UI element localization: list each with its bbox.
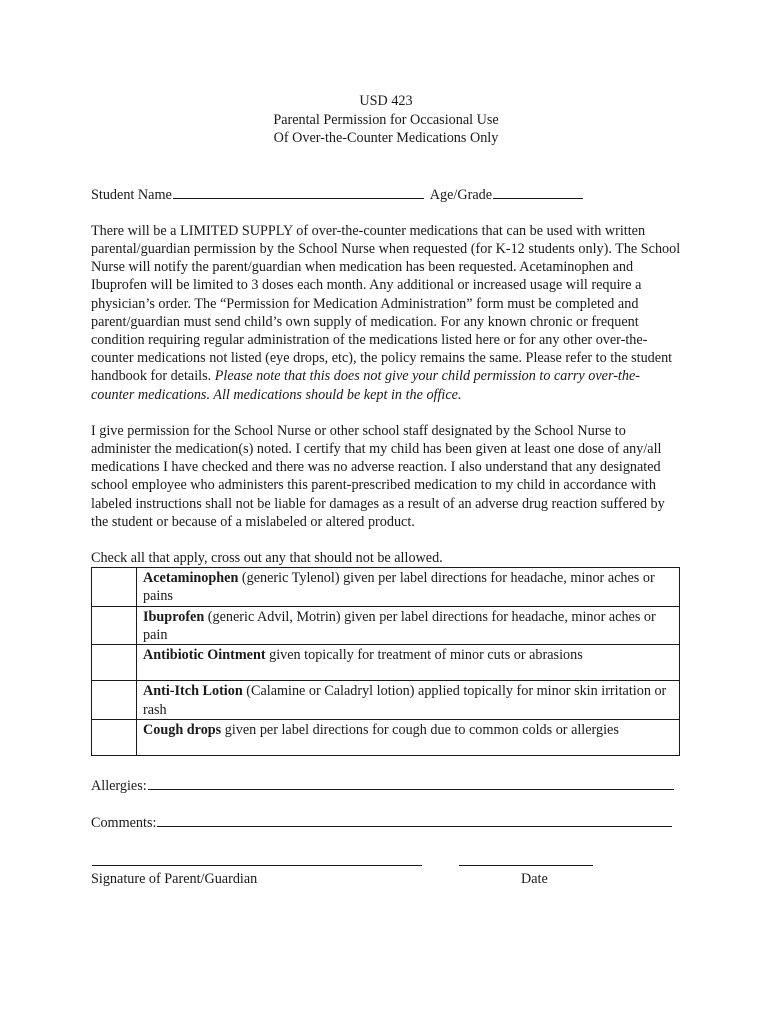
date-label: Date bbox=[521, 870, 548, 887]
comments-row bbox=[91, 813, 681, 832]
cough-drops-description bbox=[137, 719, 680, 756]
med-detail: given topically for treatment of minor cuts or abrasions bbox=[265, 646, 583, 663]
permission-form bbox=[91, 92, 681, 892]
med-name: Acetaminophen bbox=[143, 570, 239, 587]
med-name: Cough drops bbox=[143, 721, 222, 738]
med-detail: (generic Advil, Motrin) given per label directions for headache, minor aches or pain bbox=[143, 608, 656, 643]
policy-text: There will be a LIMITED SUPPLY of over-the-counter medications that can be used with written parental/guardian permission by the School Nurse when requested (for K-12 students only). The School Nurse will notify the parent/guardian when medication has been requested. Acetaminophen and Ibuprofen will be limited to 3 doses each month. Any additional or increased usage will require a physician’s order. The “Permission for Medication Administration” form must be completed and parent/guardian must send child’s own supply of medication. For any known chronic or frequent condition requiring regular administration of the medications listed here or for any other over-the-counter medications not listed (eye drops, etc), the policy remains the same. Please refer to the student handbook for details. bbox=[91, 222, 681, 385]
district-name: USD 423 bbox=[359, 93, 413, 109]
comments-field[interactable] bbox=[157, 813, 672, 827]
antibiotic-ointment-description bbox=[137, 644, 680, 681]
student-name-label: Student Name bbox=[91, 186, 172, 203]
student-name-field[interactable] bbox=[173, 185, 424, 199]
policy-note: Please note that this does not give your child permission to carry over-the-counter medications. All medications should be kept in the office. bbox=[91, 368, 640, 403]
acetaminophen-description bbox=[137, 568, 680, 606]
ibuprofen-checkbox[interactable] bbox=[92, 606, 137, 644]
policy-paragraph bbox=[91, 222, 681, 404]
antibiotic-ointment-checkbox[interactable] bbox=[92, 644, 137, 681]
age-grade-field[interactable] bbox=[493, 185, 583, 199]
med-detail: (generic Tylenol) given per label directions for headache, minor aches or pains bbox=[143, 570, 655, 605]
table-row bbox=[92, 681, 680, 719]
consent-paragraph: I give permission for the School Nurse or other school staff designated by the School Nurse to administer the medication(s) noted. I certify that my child has been given at least one dose of any/all medications I have checked and there was no adverse reaction. I also understand that any designated school employee who administers this parent-prescribed medication to my child in accordance with labeled instructions shall not be liable for damages as a result of an adverse drug reaction suffered by the student or because of a mislabeled or altered product. bbox=[91, 422, 665, 530]
date-field[interactable] bbox=[459, 852, 593, 866]
med-name: Antibiotic Ointment bbox=[143, 646, 266, 663]
table-row bbox=[92, 606, 680, 644]
age-grade-label: Age/Grade bbox=[429, 186, 493, 203]
comments-label: Comments: bbox=[91, 814, 157, 831]
form-title-line1: Parental Permission for Occasional Use bbox=[273, 111, 499, 128]
ibuprofen-description bbox=[137, 606, 680, 644]
med-detail: (Calamine or Caladryl lotion) applied topically for minor skin irritation or rash bbox=[143, 683, 667, 718]
signature-label: Signature of Parent/Guardian bbox=[91, 870, 258, 887]
medication-table bbox=[91, 567, 680, 756]
allergies-row bbox=[91, 776, 681, 795]
allergies-label: Allergies: bbox=[91, 778, 147, 795]
med-detail: given per label directions for cough due to common colds or allergies bbox=[221, 721, 619, 738]
form-header bbox=[91, 92, 681, 148]
med-name: Ibuprofen bbox=[143, 608, 205, 625]
acetaminophen-checkbox[interactable] bbox=[92, 568, 137, 606]
check-instruction: Check all that apply, cross out any that should not be allowed. bbox=[91, 549, 443, 566]
student-info-row bbox=[91, 185, 681, 204]
allergies-field[interactable] bbox=[148, 776, 674, 790]
form-title-line2: Of Over-the-Counter Medications Only bbox=[273, 130, 499, 146]
table-row bbox=[92, 644, 680, 681]
cough-drops-checkbox[interactable] bbox=[92, 719, 137, 756]
anti-itch-lotion-checkbox[interactable] bbox=[92, 681, 137, 719]
med-name: Anti-Itch Lotion bbox=[143, 683, 243, 700]
anti-itch-lotion-description bbox=[137, 681, 680, 719]
signature-row bbox=[91, 852, 681, 892]
table-row bbox=[92, 719, 680, 756]
signature-field[interactable] bbox=[92, 852, 422, 866]
table-row bbox=[92, 568, 680, 606]
